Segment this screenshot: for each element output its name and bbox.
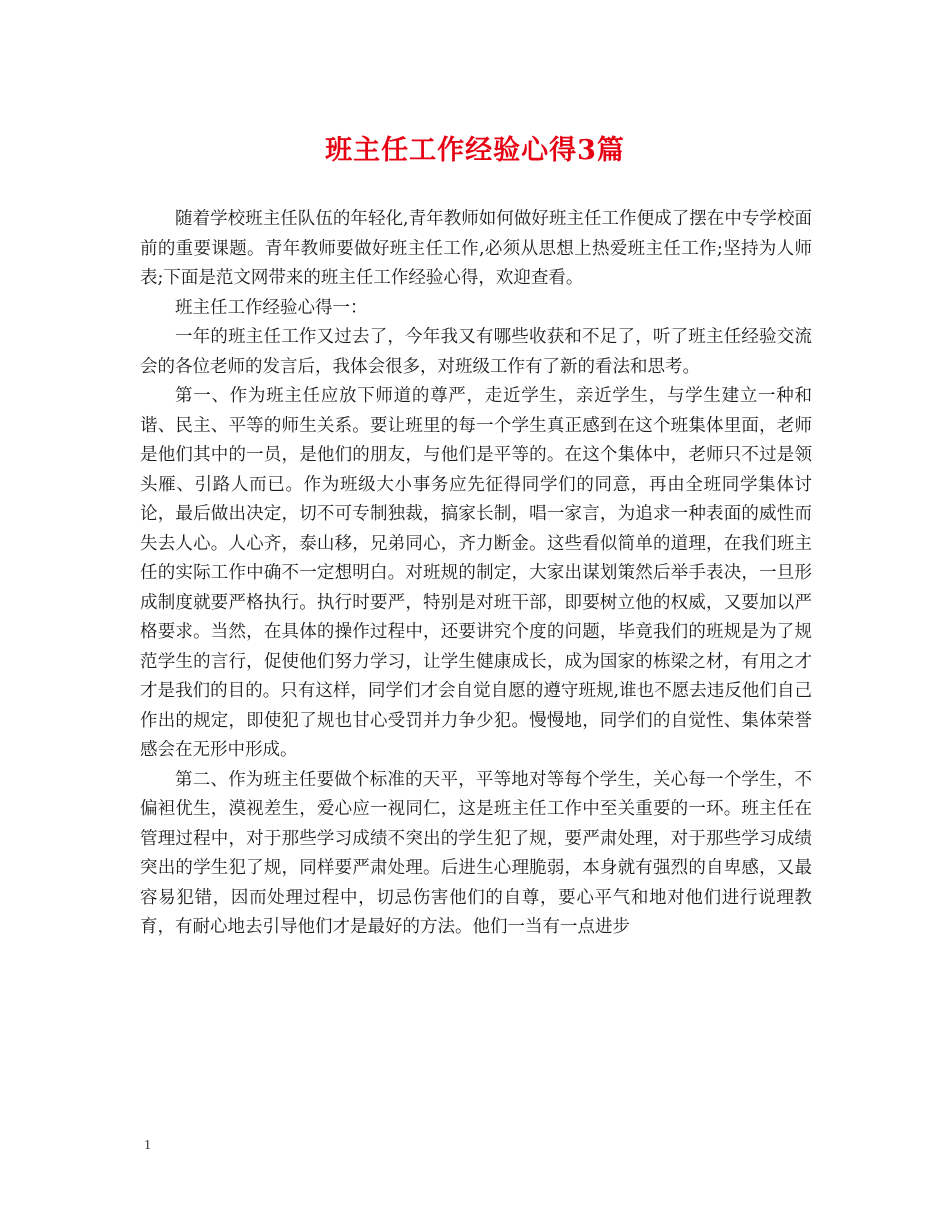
document-title: 班主任工作经验心得3篇: [325, 135, 625, 166]
paragraph-3: 第二、作为班主任要做个标准的天平，平等地对等每个学生，关心每一个学生，不偏袒优生，漠视差生，爱心应一视同仁，这是班主任工作中至关重要的一环。班主任在管理过程中，对于那些学习成绩不突出的学生犯了规，要严肃处理，对于那些学习成绩突出的学生犯了规，同样要严肃处理。后进生心理脆弱，本身就有强烈的自卑感，又最容易犯错，因而处理过程中，切忌伤害他们的自尊，要心平气和地对他们进行说理教育，有耐心地去引导他们才是最好的方法。他们一当有一点进步: [140, 769, 812, 937]
page-number: 1: [144, 1138, 151, 1153]
paragraph-section-heading: 班主任工作经验心得一：: [175, 297, 368, 318]
paragraph-1: 一年的班主任工作又过去了，今年我又有哪些收获和不足了，听了班主任经验交流会的各位老师的发言后，我体会很多，对班级工作有了新的看法和思考。: [140, 327, 812, 377]
paragraph-intro: 随着学校班主任队伍的年轻化,青年教师如何做好班主任工作便成了摆在中专学校面前的重要课题。青年教师要做好班主任工作,必须从思想上热爱班主任工作;坚持为人师表;下面是范文网带来的班主任工作经验心得，欢迎查看。: [140, 209, 812, 288]
paragraph-2: 第一、作为班主任应放下师道的尊严，走近学生，亲近学生，与学生建立一种和谐、民主、平等的师生关系。要让班里的每一个学生真正感到在这个班集体里面，老师是他们其中的一员，是他们的朋友，与他们是平等的。在这个集体中，老师只不过是领头雁、引路人而已。作为班级大小事务应先征得同学们的同意，再由全班同学集体讨论，最后做出决定，切不可专制独裁，搞家长制，唱一家言，为追求一种表面的威性而失去人心。人心齐，泰山移，兄弟同心，齐力断金。这些看似简单的道理，在我们班主任的实际工作中确不一定想明白。对班规的制定，大家出谋划策然后举手表决，一旦形成制度就要严格执行。执行时要严，特别是对班干部，即要树立他的权威，又要加以严格要求。当然，在具体的操作过程中，还要讲究个度的问题，毕竟我们的班规是为了规范学生的言行，促使他们努力学习，让学生健康成长，成为国家的栋梁之材，有用之才才是我们的目的。只有这样，同学们才会自觉自愿的遵守班规,谁也不愿去违反他们自己作出的规定，即使犯了规也甘心受罚并力争少犯。慢慢地，同学们的自觉性、集体荣誉感会在无形中形成。: [140, 386, 812, 760]
document-body: [140, 205, 812, 943]
